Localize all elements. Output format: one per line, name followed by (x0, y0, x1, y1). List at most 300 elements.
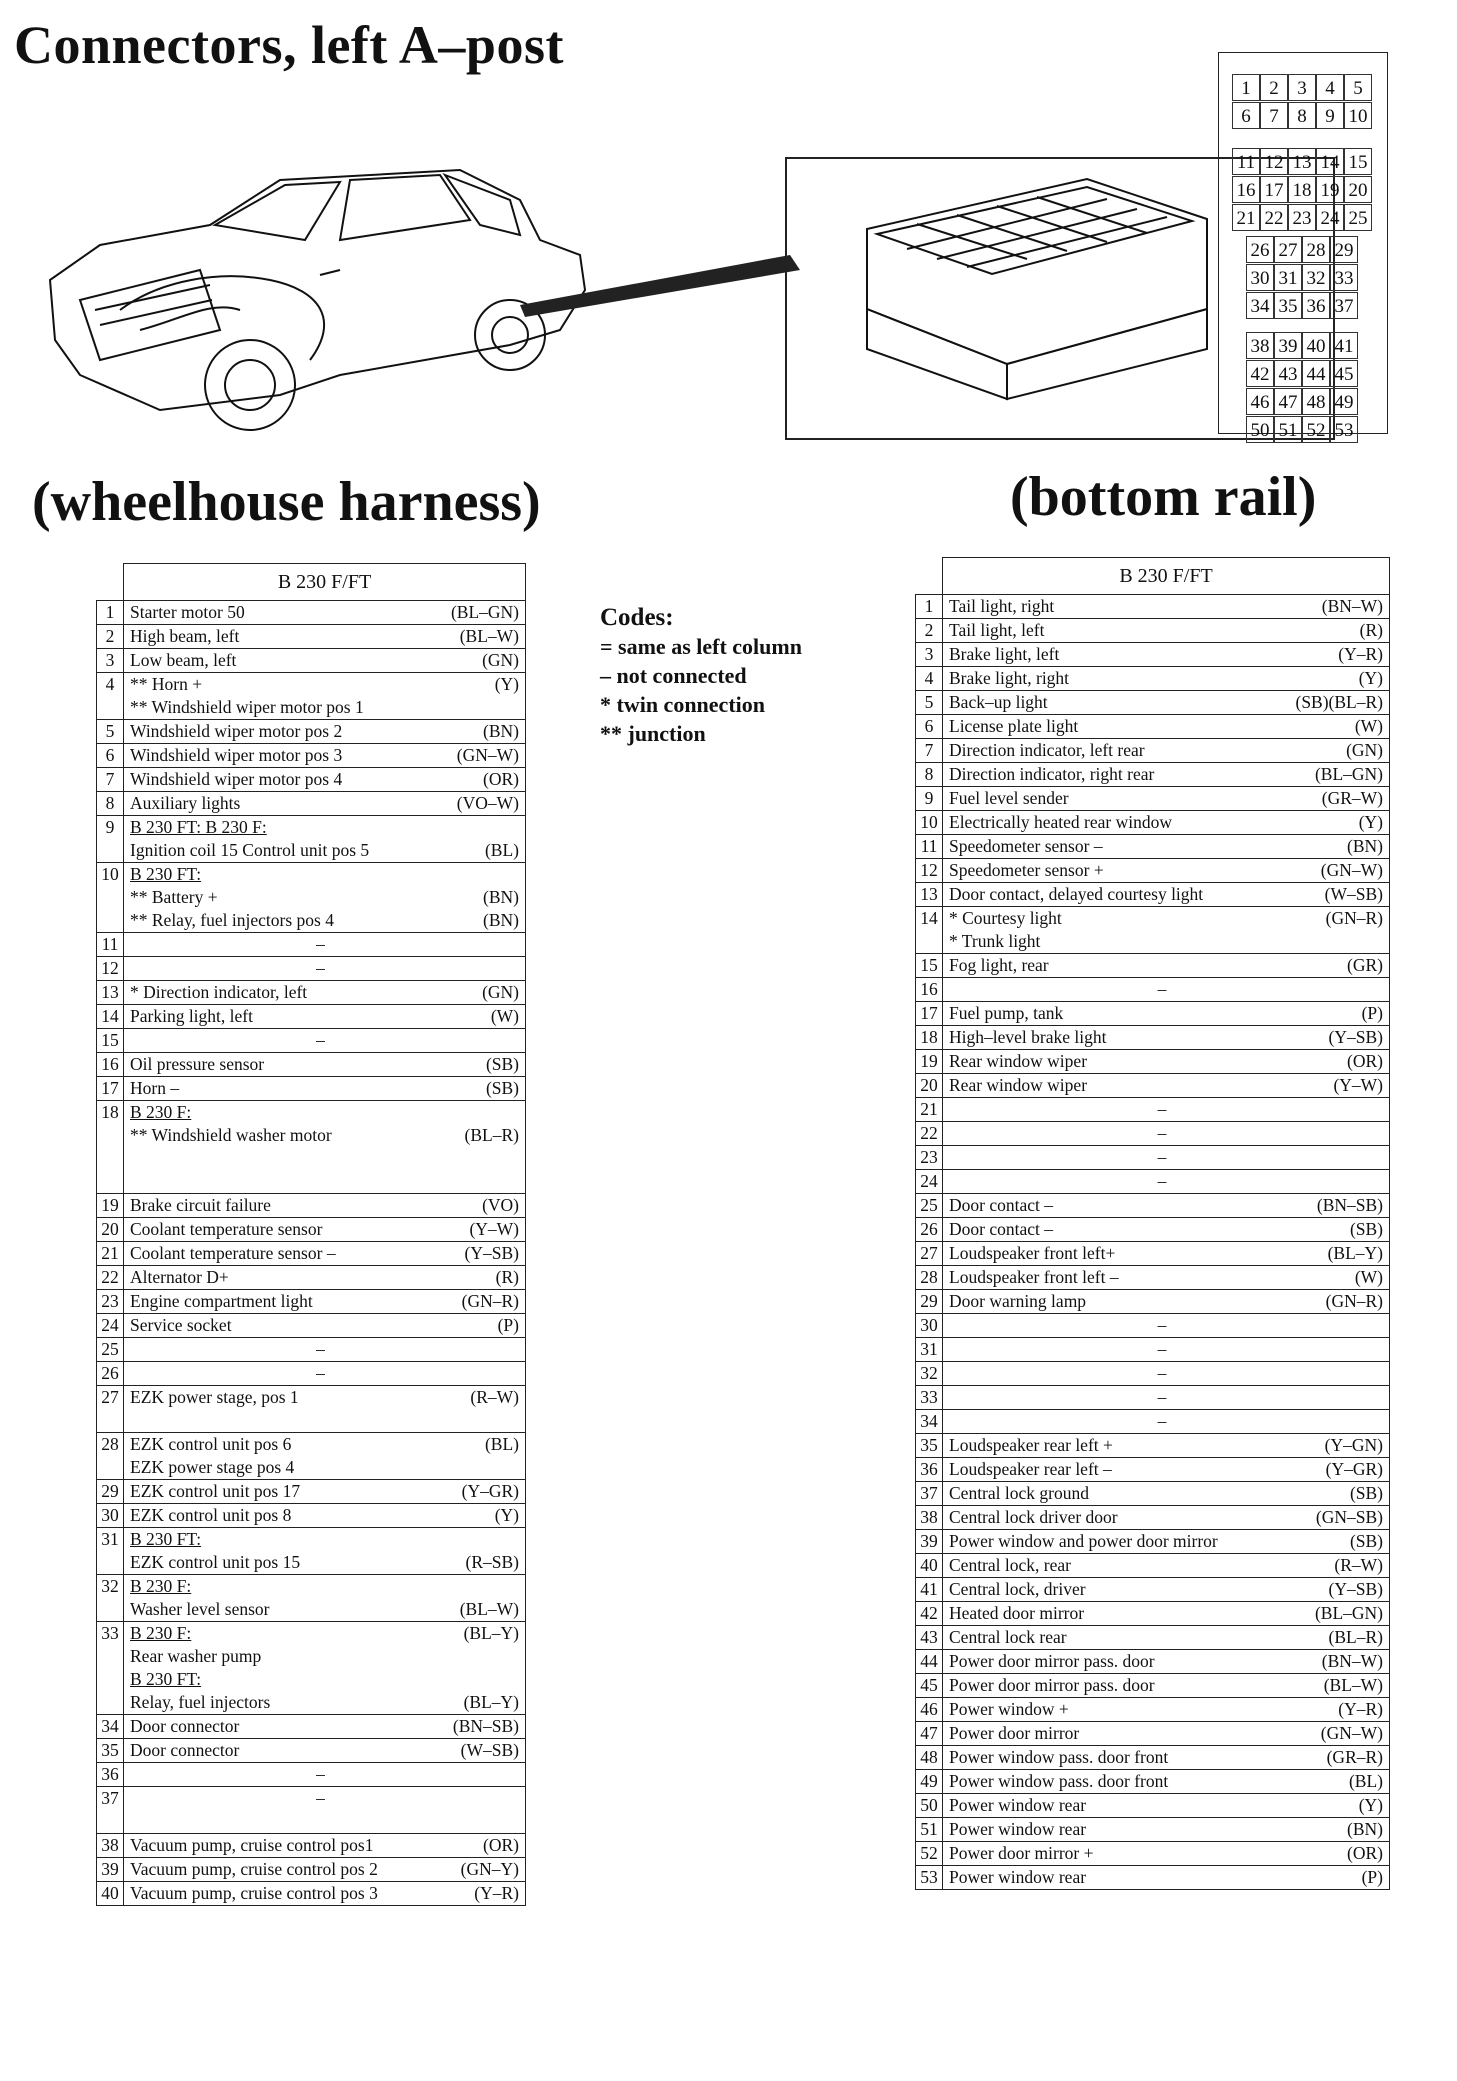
table-row (916, 787, 1390, 811)
pin-function: Brake light, right (949, 668, 1070, 688)
pin-number: 7 (916, 739, 943, 763)
pin-description (124, 625, 526, 649)
pin-number: 23 (916, 1146, 943, 1170)
pin-line (949, 1506, 1383, 1529)
wire-color-code: (OR) (1347, 1051, 1383, 1071)
pin-description (943, 1434, 1390, 1458)
wire-color-code: (BN–W) (1321, 596, 1383, 616)
pin-function (130, 1170, 134, 1193)
pin-cell: 34 (1246, 292, 1274, 319)
pin-function: Vacuum pump, cruise control pos 2 (130, 1859, 378, 1879)
wire-color-code: (Y–SB) (464, 1243, 519, 1263)
wire-color-code: (BL–Y) (1327, 1243, 1383, 1263)
table-row (97, 673, 526, 720)
pin-line (130, 1266, 519, 1289)
pin-function: B 230 FT: (130, 1669, 202, 1689)
pin-function: Brake light, left (949, 644, 1060, 664)
table-row (916, 1170, 1390, 1194)
table-row (97, 1858, 526, 1882)
pin-line (130, 1858, 519, 1881)
wire-color-code: (BN) (1347, 836, 1383, 856)
table-row (97, 625, 526, 649)
table-row (916, 1050, 1390, 1074)
pin-cell: 36 (1302, 292, 1330, 319)
pin-description (943, 1482, 1390, 1506)
pin-description (124, 1053, 526, 1077)
table-row (916, 811, 1390, 835)
table-header: B 230 F/FT (124, 564, 526, 601)
pin-line (130, 1598, 519, 1621)
pin-function: – (1157, 1147, 1167, 1167)
pin-number: 41 (916, 1578, 943, 1602)
wire-color-code: (GN–W) (1320, 1723, 1383, 1743)
pin-line (130, 1810, 519, 1833)
pin-function: – (1157, 1339, 1167, 1359)
pin-number: 4 (97, 673, 124, 720)
wire-color-code: (Y–GR) (461, 1481, 519, 1501)
table-row (916, 1218, 1390, 1242)
wire-color-code: (GN–SB) (1315, 1507, 1383, 1527)
wire-color-code: (BL–W) (459, 1599, 519, 1619)
pin-number: 29 (97, 1480, 124, 1504)
pin-line (130, 625, 519, 648)
wire-color-code (511, 1170, 519, 1193)
wire-color-code (511, 1101, 519, 1124)
pin-description (943, 739, 1390, 763)
pin-line (949, 787, 1383, 810)
pin-description (124, 1715, 526, 1739)
pin-function: – (316, 1764, 325, 1784)
wire-color-code: (W) (1354, 716, 1383, 736)
pin-description (943, 1146, 1390, 1170)
pin-number: 35 (97, 1739, 124, 1763)
table-row (916, 1122, 1390, 1146)
wire-color-code: (OR) (483, 1835, 519, 1855)
wire-color-code: (BL–GN) (1314, 1603, 1383, 1623)
table-row (97, 1504, 526, 1528)
pin-function: Power window and power door mirror (949, 1531, 1218, 1551)
wire-color-code: (Y–SB) (1328, 1027, 1383, 1047)
table-row (916, 1602, 1390, 1626)
pin-number: 51 (916, 1818, 943, 1842)
table-row (97, 1005, 526, 1029)
pin-function: Horn – (130, 1078, 180, 1098)
wire-color-code: (GR) (1347, 955, 1383, 975)
pin-function: Windshield wiper motor pos 3 (130, 745, 343, 765)
pin-cell: 23 (1288, 204, 1316, 231)
page-title: Connectors, left A–post (14, 15, 564, 75)
pin-function: – (316, 958, 325, 978)
pin-number: 18 (97, 1101, 124, 1194)
pin-line (130, 1053, 519, 1076)
pin-function: Engine compartment light (130, 1291, 313, 1311)
pin-function (130, 1147, 134, 1170)
wire-color-code: (BL–GN) (450, 602, 519, 622)
pin-function (130, 1810, 134, 1833)
pin-line (130, 1456, 519, 1479)
wire-color-code: (R–W) (1334, 1555, 1383, 1575)
pin-number: 37 (916, 1482, 943, 1506)
pin-function: Power door mirror pass. door (949, 1651, 1155, 1671)
pin-function: Tail light, left (949, 620, 1045, 640)
pin-cell: 39 (1274, 332, 1302, 359)
table-row (916, 1410, 1390, 1434)
pin-function: Back–up light (949, 692, 1048, 712)
pin-number: 5 (97, 720, 124, 744)
pin-description (124, 1218, 526, 1242)
pin-cell: 41 (1330, 332, 1358, 359)
wire-color-code: (OR) (1347, 1843, 1383, 1863)
pin-line (949, 595, 1383, 618)
table-row (916, 1074, 1390, 1098)
pin-function: – (1157, 1123, 1167, 1143)
pin-line (949, 1050, 1383, 1073)
wire-color-code: (BN) (1347, 1819, 1383, 1839)
table-row (916, 715, 1390, 739)
table-row (97, 792, 526, 816)
pin-line (130, 1242, 519, 1265)
pin-function: Vacuum pump, cruise control pos 3 (130, 1883, 378, 1903)
wire-color-code: (BL–R) (464, 1125, 519, 1145)
pin-number: 38 (97, 1834, 124, 1858)
pin-line (949, 1290, 1383, 1313)
pin-function: B 230 FT: B 230 F: (130, 817, 267, 837)
wire-color-code: (BL–Y) (463, 1623, 519, 1643)
pin-number: 3 (916, 643, 943, 667)
pin-function: B 230 F: (130, 1576, 192, 1596)
pin-number: 10 (916, 811, 943, 835)
table-row (97, 1480, 526, 1504)
pin-line (130, 1739, 519, 1762)
pin-function: EZK control unit pos 6 (130, 1434, 292, 1454)
pin-function: Power door mirror + (949, 1843, 1094, 1863)
pin-description (124, 1858, 526, 1882)
pin-line (949, 811, 1383, 834)
pin-number: 20 (97, 1218, 124, 1242)
pin-cell: 53 (1330, 416, 1358, 443)
wire-color-code: (Y–W) (469, 1219, 519, 1239)
table-row (97, 1715, 526, 1739)
pin-number: 12 (916, 859, 943, 883)
pin-line (949, 930, 1383, 953)
pin-number: 28 (97, 1433, 124, 1480)
wire-color-code (511, 1575, 519, 1598)
pin-description (124, 816, 526, 863)
pin-number: 14 (916, 907, 943, 954)
pin-description (124, 1362, 526, 1386)
pin-description (943, 763, 1390, 787)
pin-number: 40 (916, 1554, 943, 1578)
pin-number: 26 (916, 1218, 943, 1242)
pin-number: 32 (97, 1575, 124, 1622)
pin-function: Rear window wiper (949, 1051, 1088, 1071)
pin-line (130, 1834, 519, 1857)
pin-number: 4 (916, 667, 943, 691)
pin-line (130, 792, 519, 815)
pin-description (943, 1290, 1390, 1314)
pin-line (949, 619, 1383, 642)
header-spacer (97, 564, 124, 601)
pin-line (949, 1650, 1383, 1673)
pin-layout-grid (1218, 52, 1388, 441)
wire-color-code: (GN–R) (1325, 908, 1383, 928)
pin-number: 30 (97, 1504, 124, 1528)
pin-line (130, 1101, 519, 1124)
pin-line (949, 1434, 1383, 1457)
pin-cell: 10 (1344, 102, 1372, 129)
pin-description (943, 1866, 1390, 1890)
wire-color-code: (W–SB) (1324, 884, 1383, 904)
pin-number: 13 (97, 981, 124, 1005)
pin-function: Door connector (130, 1740, 240, 1760)
table-row (97, 1433, 526, 1480)
table-row (97, 981, 526, 1005)
pin-description (124, 1005, 526, 1029)
table-row (916, 1770, 1390, 1794)
table-row (916, 1242, 1390, 1266)
pin-cell: 29 (1330, 236, 1358, 263)
pin-cell: 33 (1330, 264, 1358, 291)
wire-color-code: (SB) (1349, 1531, 1383, 1551)
pin-number: 13 (916, 883, 943, 907)
pin-description (124, 1480, 526, 1504)
pin-line (949, 1794, 1383, 1817)
pin-cell: 37 (1330, 292, 1358, 319)
left-subtitle: (wheelhouse harness) (32, 471, 541, 533)
pin-line (130, 1575, 519, 1598)
pin-description (124, 673, 526, 720)
table-row (97, 1362, 526, 1386)
pin-function: Direction indicator, right rear (949, 764, 1155, 784)
wire-color-code (511, 1409, 519, 1432)
wire-color-code (325, 957, 333, 980)
pin-number: 18 (916, 1026, 943, 1050)
table-row (916, 1746, 1390, 1770)
pin-line (130, 1715, 519, 1738)
wire-color-code: (W–SB) (460, 1740, 519, 1760)
wire-color-code (511, 1810, 519, 1833)
table-header-row (97, 564, 526, 601)
pin-line (949, 1818, 1383, 1841)
pin-line (130, 1691, 519, 1714)
pin-description (124, 649, 526, 673)
pin-line (130, 1668, 519, 1691)
pin-description (943, 1098, 1390, 1122)
pin-function: EZK power stage, pos 1 (130, 1387, 299, 1407)
right-subtitle: (bottom rail) (1010, 466, 1317, 528)
pin-description (943, 1410, 1390, 1434)
wire-color-code: (BN) (483, 910, 519, 930)
pin-cell: 14 (1316, 148, 1344, 175)
wire-color-code: (Y–R) (474, 1883, 519, 1903)
pin-line (130, 1077, 519, 1100)
wire-color-code: (Y–R) (1338, 1699, 1383, 1719)
wire-color-code (511, 816, 519, 839)
pin-line (949, 1722, 1383, 1745)
table-row (916, 1506, 1390, 1530)
pin-description (943, 1242, 1390, 1266)
wire-color-code: (OR) (483, 769, 519, 789)
pin-line (949, 883, 1383, 906)
pin-cell: 26 (1246, 236, 1274, 263)
pin-description (124, 792, 526, 816)
pin-cell: 32 (1302, 264, 1330, 291)
pin-line (130, 1386, 519, 1409)
pin-line (130, 933, 519, 956)
pin-number: 1 (916, 595, 943, 619)
pin-line (130, 839, 519, 862)
table-row (916, 1650, 1390, 1674)
pin-description (943, 1314, 1390, 1338)
table-row (97, 1242, 526, 1266)
pin-number: 9 (916, 787, 943, 811)
table-row (916, 1314, 1390, 1338)
wire-color-code (1166, 1314, 1174, 1337)
pin-number: 38 (916, 1506, 943, 1530)
table-row (916, 907, 1390, 954)
pin-line (949, 907, 1383, 930)
codes-heading: Codes: (600, 604, 674, 631)
wire-color-code: (P) (497, 1315, 519, 1335)
pin-number: 19 (916, 1050, 943, 1074)
pin-function: Rear window wiper (949, 1075, 1088, 1095)
wire-color-code: (VO–W) (456, 793, 519, 813)
pin-line (949, 1074, 1383, 1097)
pin-function: – (316, 1339, 325, 1359)
pin-function: Brake circuit failure (130, 1195, 271, 1215)
pin-number: 42 (916, 1602, 943, 1626)
pin-description (124, 1528, 526, 1575)
wire-color-code (1166, 1386, 1174, 1409)
pin-description (124, 1622, 526, 1715)
pin-description (943, 835, 1390, 859)
wire-color-code (1166, 1410, 1174, 1433)
pin-description (943, 1506, 1390, 1530)
pin-function: – (1157, 1099, 1167, 1119)
wire-color-code: (GN) (482, 982, 519, 1002)
pin-cell: 47 (1274, 388, 1302, 415)
pin-function: Loudspeaker rear left + (949, 1435, 1113, 1455)
wire-color-code: (BN–W) (1321, 1651, 1383, 1671)
pin-function: Coolant temperature sensor (130, 1219, 323, 1239)
pin-number: 9 (97, 816, 124, 863)
pin-function: Oil pressure sensor (130, 1054, 265, 1074)
pin-function: Ignition coil 15 Control unit pos 5 (130, 840, 370, 860)
pin-description (943, 1386, 1390, 1410)
pin-line (949, 1554, 1383, 1577)
pin-description (124, 1882, 526, 1906)
wire-color-code (325, 1763, 333, 1786)
pin-number: 7 (97, 768, 124, 792)
pin-cell: 51 (1274, 416, 1302, 443)
wire-color-code: (Y) (1358, 668, 1383, 688)
pin-function: – (1157, 1171, 1167, 1191)
code-junction: ** junction (600, 721, 706, 746)
pin-description (124, 1077, 526, 1101)
pin-description (124, 1763, 526, 1787)
wire-color-code (511, 1528, 519, 1551)
pin-description (943, 1122, 1390, 1146)
pin-description (943, 1770, 1390, 1794)
table-row (916, 1866, 1390, 1890)
pin-description (124, 933, 526, 957)
pin-function: B 230 FT: (130, 1529, 202, 1549)
pin-number: 32 (916, 1362, 943, 1386)
pin-description (124, 720, 526, 744)
pin-line (949, 763, 1383, 786)
pin-line (949, 691, 1383, 714)
code-twin: * twin connection (600, 692, 765, 717)
pin-number: 40 (97, 1882, 124, 1906)
pin-description (124, 957, 526, 981)
pin-function: Relay, fuel injectors (130, 1692, 271, 1712)
pin-description (124, 1834, 526, 1858)
pin-function: Coolant temperature sensor – (130, 1243, 336, 1263)
table-row (97, 1834, 526, 1858)
pin-line (949, 1098, 1383, 1121)
code-same: = same as left column (600, 634, 802, 659)
pin-function: EZK control unit pos 17 (130, 1481, 301, 1501)
wire-color-code: (SB) (1349, 1483, 1383, 1503)
pin-cell: 25 (1344, 204, 1372, 231)
pin-function: – (1157, 1411, 1167, 1431)
pin-line (130, 1005, 519, 1028)
pin-function: Central lock ground (949, 1483, 1089, 1503)
pin-cell: 1 (1232, 74, 1260, 101)
pin-description (943, 595, 1390, 619)
pin-number: 30 (916, 1314, 943, 1338)
pin-description (943, 811, 1390, 835)
pin-number: 11 (97, 933, 124, 957)
pin-function: – (1157, 1315, 1167, 1335)
pin-number: 22 (97, 1266, 124, 1290)
table-row (916, 1698, 1390, 1722)
pin-function: ** Relay, fuel injectors pos 4 (130, 910, 334, 930)
table-row (97, 1194, 526, 1218)
pin-description (943, 1578, 1390, 1602)
table-row (916, 883, 1390, 907)
pin-function: Fog light, rear (949, 955, 1049, 975)
pin-line (130, 886, 519, 909)
pin-description (124, 1787, 526, 1834)
pin-function: ** Battery + (130, 887, 218, 907)
pin-line (130, 1551, 519, 1574)
wire-color-code: (Y–GN) (1324, 1435, 1383, 1455)
pin-number: 48 (916, 1746, 943, 1770)
pin-line (949, 1410, 1383, 1433)
wire-color-code: (Y–GR) (1325, 1459, 1383, 1479)
table-row (916, 1290, 1390, 1314)
pin-line (130, 649, 519, 672)
pin-number: 20 (916, 1074, 943, 1098)
pin-line (130, 1338, 519, 1361)
pin-function: EZK power stage pos 4 (130, 1457, 295, 1477)
table-row (97, 601, 526, 625)
pin-description (943, 1842, 1390, 1866)
pin-description (943, 715, 1390, 739)
pin-number: 23 (97, 1290, 124, 1314)
pin-function: Loudspeaker rear left – (949, 1459, 1112, 1479)
pin-cell: 38 (1246, 332, 1274, 359)
pin-description (943, 859, 1390, 883)
pin-description (124, 863, 526, 933)
table-row (97, 1266, 526, 1290)
pin-cell: 30 (1246, 264, 1274, 291)
table-row (916, 835, 1390, 859)
pin-number: 8 (97, 792, 124, 816)
pin-line (130, 601, 519, 624)
pin-function: Rear washer pump (130, 1646, 262, 1666)
